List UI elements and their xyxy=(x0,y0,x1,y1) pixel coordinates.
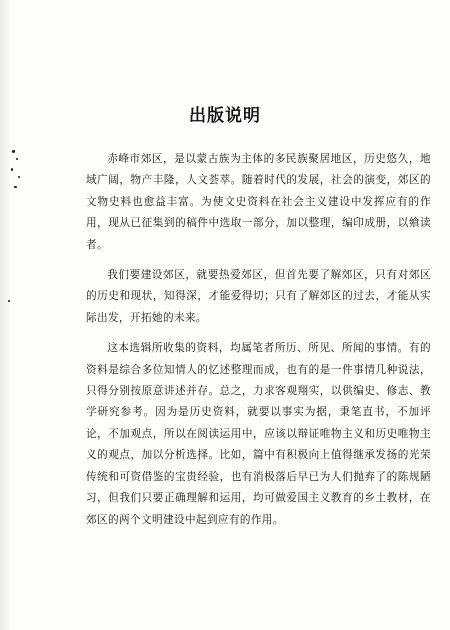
scan-speck xyxy=(18,176,20,178)
scan-speck xyxy=(8,300,10,302)
scan-speck xyxy=(12,150,15,153)
paragraph: 我们要建设郊区，就要热爱郊区，但首先要了解郊区，只有对郊区的历史和现状，知得深，才能爱得切；只有了解郊区的过去，才能从实际出发，开拓她的未来。 xyxy=(86,269,431,324)
page-title: 出版说明 xyxy=(189,106,261,126)
page-binding-edge xyxy=(0,0,10,630)
scan-speck xyxy=(11,168,13,171)
scan-speck xyxy=(14,186,17,188)
scan-speck xyxy=(16,158,18,160)
paragraph: 这本选辑所收集的资料，均属笔者所历、所见、所闻的事情。有的资料是综合多位知情人的忆述整理而成，也有的是一件事情几种说法，只得分别按原意讲述并存。总之，力求客观翔实，以供编史、修志、教学研究参考。因为是历史资料，就要以事实为据，秉笔直书，不加评论，不加观点，所以在阅读运用中，应该以辩证唯物主义和历史唯物主义的观点，加以分析选择。比如，篇中有积极向上值得继承发扬的光荣传统和可资借鉴的宝贵经验，也有消极落后早已为人们抛弃了的陈规陋习，但我们只要正确理解和运用，均可做爱国主义教育的乡土教材，在郊区的两个文明建设中起到应有的作用。 xyxy=(86,342,431,526)
paragraph: 赤峰市郊区，是以蒙古族为主体的多民族聚居地区，历史悠久，地域广阔，物产丰隆，人文荟萃。随着时代的发展，社会的演变，郊区的文物史料也愈益丰富。为使文史资料在社会主义建设中发挥应有的作用，现从已征集到的稿件中选取一部分，加以整理，编印成册，以飨读者。 xyxy=(86,153,431,251)
document-body xyxy=(86,149,431,540)
